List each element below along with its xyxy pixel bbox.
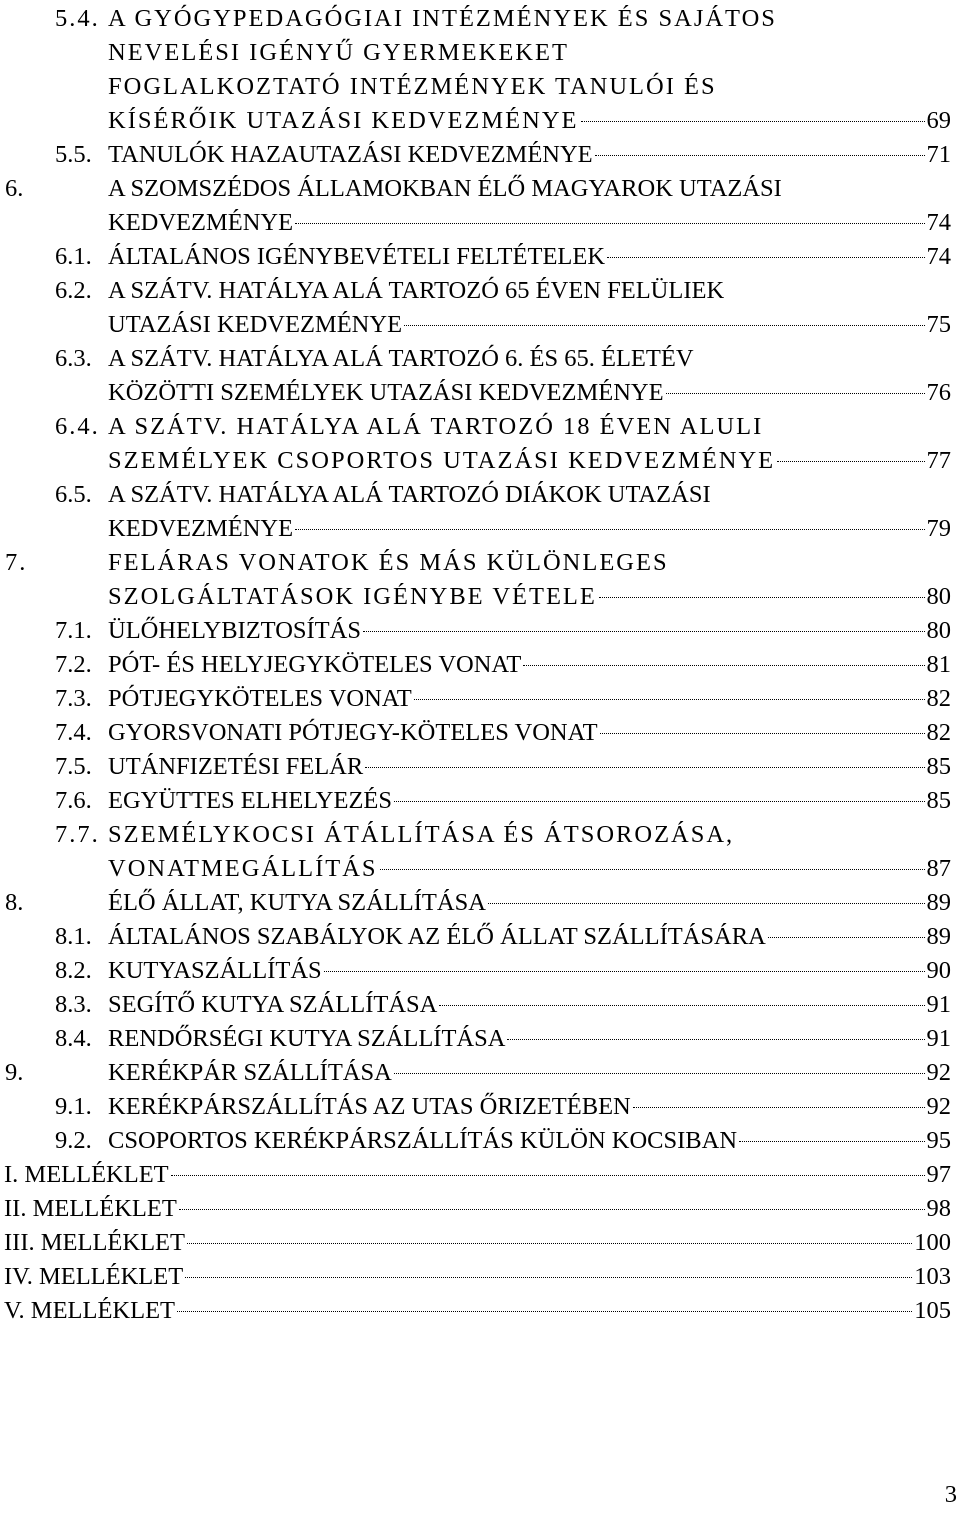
toc-entry-page: 87 bbox=[926, 855, 951, 882]
toc-entry-title: ÜLŐHELYBIZTOSÍTÁS bbox=[108, 617, 361, 644]
dot-leader bbox=[488, 903, 925, 904]
dot-leader bbox=[739, 1141, 924, 1142]
toc-entry-line bbox=[108, 546, 669, 580]
toc-entry-number: 7.6. bbox=[55, 787, 92, 814]
toc-entry-line bbox=[108, 104, 951, 138]
toc-entry-line bbox=[108, 240, 951, 274]
toc-entry-title: EGYÜTTES ELHELYEZÉS bbox=[108, 787, 393, 814]
toc-entry-title: I. MELLÉKLET bbox=[4, 1161, 169, 1188]
toc-entry-title: PÓT- ÉS HELYJEGYKÖTELES VONAT bbox=[108, 651, 522, 678]
toc-entry-line bbox=[4, 1294, 951, 1328]
toc-entry-title: KEDVEZMÉNYE bbox=[108, 515, 294, 542]
dot-leader bbox=[404, 325, 924, 326]
toc-entry-title: SZOLGÁLTATÁSOK IGÉNYBE VÉTELE bbox=[108, 583, 597, 610]
toc-entry-line bbox=[108, 580, 951, 614]
toc-entry-title: IV. MELLÉKLET bbox=[4, 1263, 184, 1290]
toc-entry-line bbox=[108, 716, 951, 750]
toc-entry-title: A SZÁTV. HATÁLYA ALÁ TARTOZÓ 6. ÉS 65. ÉLETÉV bbox=[108, 345, 694, 372]
toc-entry-page: 92 bbox=[926, 1059, 951, 1086]
toc-entry-line bbox=[108, 172, 782, 206]
dot-leader bbox=[179, 1209, 925, 1210]
toc-entry-number: 6.1. bbox=[55, 243, 92, 270]
toc-entry-line bbox=[108, 1124, 951, 1158]
toc-entry-title: KÍSÉRŐIK UTAZÁSI KEDVEZMÉNYE bbox=[108, 107, 579, 134]
dot-leader bbox=[633, 1107, 925, 1108]
toc-entry-page: 80 bbox=[926, 617, 951, 644]
toc-entry-title: A SZÁTV. HATÁLYA ALÁ TARTOZÓ DIÁKOK UTAZÁSI bbox=[108, 481, 711, 508]
toc-entry-page: 82 bbox=[926, 719, 951, 746]
toc-entry-page: 69 bbox=[926, 107, 951, 134]
toc-entry-line bbox=[108, 36, 569, 70]
toc-entry-line bbox=[108, 784, 951, 818]
toc-entry-line bbox=[108, 376, 951, 410]
toc-entry-number: 6. bbox=[5, 175, 24, 202]
dot-leader bbox=[599, 597, 925, 598]
toc-entry-line bbox=[108, 682, 951, 716]
dot-leader bbox=[666, 393, 925, 394]
toc-entry-page: 82 bbox=[926, 685, 951, 712]
toc-entry-title: TANULÓK HAZAUTAZÁSI KEDVEZMÉNYE bbox=[108, 141, 593, 168]
toc-entry-number: 5.5. bbox=[55, 141, 92, 168]
toc-entry-line bbox=[108, 444, 951, 478]
toc-entry-title: VONATMEGÁLLÍTÁS bbox=[108, 855, 378, 882]
toc-entry-page: 103 bbox=[914, 1263, 951, 1290]
toc-entry-page: 74 bbox=[926, 243, 951, 270]
toc-entry-page: 105 bbox=[914, 1297, 951, 1324]
dot-leader bbox=[600, 733, 925, 734]
toc-entry-number: 7.7. bbox=[55, 821, 100, 848]
toc-entry-title: ÉLŐ ÁLLAT, KUTYA SZÁLLÍTÁSA bbox=[108, 889, 486, 916]
toc-entry-title: III. MELLÉKLET bbox=[4, 1229, 185, 1256]
toc-entry-title: UTÁNFIZETÉSI FELÁR bbox=[108, 753, 364, 780]
dot-leader bbox=[324, 971, 925, 972]
toc-entry-page: 77 bbox=[926, 447, 951, 474]
toc-entry-title: SZEMÉLYKOCSI ÁTÁLLÍTÁSA ÉS ÁTSOROZÁSA, bbox=[108, 821, 735, 848]
dot-leader bbox=[380, 869, 925, 870]
toc-entry-title: II. MELLÉKLET bbox=[4, 1195, 177, 1222]
toc-entry-title: ÁLTALÁNOS IGÉNYBEVÉTELI FELTÉTELEK bbox=[108, 243, 606, 270]
toc-entry-line bbox=[108, 614, 951, 648]
toc-entry-page: 85 bbox=[926, 787, 951, 814]
toc-entry-page: 100 bbox=[914, 1229, 951, 1256]
dot-leader bbox=[187, 1243, 912, 1244]
toc-entry-number: 8.3. bbox=[55, 991, 92, 1018]
toc-entry-title: UTAZÁSI KEDVEZMÉNYE bbox=[108, 311, 403, 338]
toc-entry-line bbox=[108, 818, 734, 852]
toc-entry-number: 5.4. bbox=[55, 5, 100, 32]
toc-entry-title: V. MELLÉKLET bbox=[4, 1297, 176, 1324]
toc-entry-title: KERÉKPÁR SZÁLLÍTÁSA bbox=[108, 1059, 392, 1086]
toc-entry-line bbox=[4, 1260, 951, 1294]
toc-entry-title: FOGLALKOZTATÓ INTÉZMÉNYEK TANULÓI ÉS bbox=[108, 73, 717, 100]
toc-entry-line bbox=[108, 648, 951, 682]
toc-entry-number: 7.3. bbox=[55, 685, 92, 712]
dot-leader bbox=[394, 801, 924, 802]
toc-entry-line bbox=[4, 1192, 951, 1226]
toc-entry-line bbox=[108, 1056, 951, 1090]
toc-entry-number: 6.5. bbox=[55, 481, 92, 508]
toc-entry-page: 92 bbox=[926, 1093, 951, 1120]
dot-leader bbox=[171, 1175, 925, 1176]
toc-entry-title: A GYÓGYPEDAGÓGIAI INTÉZMÉNYEK ÉS SAJÁTOS bbox=[108, 5, 777, 32]
toc-entry-page: 71 bbox=[926, 141, 951, 168]
toc-entry-title: KEDVEZMÉNYE bbox=[108, 209, 294, 236]
toc-entry-title: A SZÁTV. HATÁLYA ALÁ TARTOZÓ 18 ÉVEN ALULI bbox=[108, 413, 764, 440]
toc-entry-line bbox=[108, 70, 717, 104]
toc-entry-number: 9.2. bbox=[55, 1127, 92, 1154]
dot-leader bbox=[295, 223, 924, 224]
dot-leader bbox=[607, 257, 924, 258]
toc-entry-page: 76 bbox=[926, 379, 951, 406]
toc-entry-line bbox=[108, 988, 951, 1022]
page-number: 3 bbox=[944, 1481, 957, 1508]
toc-entry-number: 8. bbox=[5, 889, 24, 916]
toc-entry-line bbox=[108, 1090, 951, 1124]
toc-entry-line bbox=[108, 1022, 951, 1056]
toc-entry-number: 7.5. bbox=[55, 753, 92, 780]
dot-leader bbox=[365, 767, 924, 768]
dot-leader bbox=[177, 1311, 912, 1312]
toc-entry-page: 74 bbox=[926, 209, 951, 236]
toc-entry-line bbox=[108, 308, 951, 342]
toc-entry-page: 89 bbox=[926, 923, 951, 950]
toc-entry-line bbox=[108, 274, 724, 308]
toc-entry-title: SZEMÉLYEK CSOPORTOS UTAZÁSI KEDVEZMÉNYE bbox=[108, 447, 776, 474]
toc-entry-title: CSOPORTOS KERÉKPÁRSZÁLLÍTÁS KÜLÖN KOCSIBAN bbox=[108, 1127, 738, 1154]
dot-leader bbox=[394, 1073, 925, 1074]
dot-leader bbox=[523, 665, 924, 666]
toc-entry-page: 89 bbox=[926, 889, 951, 916]
toc-entry-line bbox=[108, 920, 951, 954]
toc-entry-page: 79 bbox=[926, 515, 951, 542]
toc-entry-title: RENDŐRSÉGI KUTYA SZÁLLÍTÁSA bbox=[108, 1025, 506, 1052]
toc-entry-title: SEGÍTŐ KUTYA SZÁLLÍTÁSA bbox=[108, 991, 438, 1018]
toc-entry-page: 85 bbox=[926, 753, 951, 780]
toc-entry-title: A SZOMSZÉDOS ÁLLAMOKBAN ÉLŐ MAGYAROK UTAZÁSI bbox=[108, 175, 782, 202]
dot-leader bbox=[295, 529, 924, 530]
toc-entry-title: PÓTJEGYKÖTELES VONAT bbox=[108, 685, 412, 712]
dot-leader bbox=[363, 631, 925, 632]
toc-entry-number: 8.4. bbox=[55, 1025, 92, 1052]
dot-leader bbox=[777, 461, 924, 462]
dot-leader bbox=[185, 1277, 912, 1278]
toc-entry-page: 91 bbox=[926, 991, 951, 1018]
dot-leader bbox=[581, 121, 925, 122]
toc-entry-line bbox=[108, 886, 951, 920]
toc-entry-line bbox=[108, 342, 694, 376]
dot-leader bbox=[768, 937, 925, 938]
toc-entry-title: GYORSVONATI PÓTJEGY-KÖTELES VONAT bbox=[108, 719, 598, 746]
toc-entry-page: 98 bbox=[926, 1195, 951, 1222]
toc-entry-title: ÁLTALÁNOS SZABÁLYOK AZ ÉLŐ ÁLLAT SZÁLLÍTÁSÁRA bbox=[108, 923, 766, 950]
toc-entry-page: 81 bbox=[926, 651, 951, 678]
toc-entry-title: KÖZÖTTI SZEMÉLYEK UTAZÁSI KEDVEZMÉNYE bbox=[108, 379, 664, 406]
toc-entry-title: KERÉKPÁRSZÁLLÍTÁS AZ UTAS ŐRIZETÉBEN bbox=[108, 1093, 631, 1120]
toc-entry-line bbox=[4, 1158, 951, 1192]
toc-entry-number: 6.4. bbox=[55, 413, 100, 440]
toc-entry-number: 7. bbox=[5, 549, 28, 576]
toc-entry-title: NEVELÉSI IGÉNYŰ GYERMEKEKET bbox=[108, 39, 569, 66]
toc-entry-number: 7.1. bbox=[55, 617, 92, 644]
toc-entry-number: 9.1. bbox=[55, 1093, 92, 1120]
toc-entry-line bbox=[108, 478, 711, 512]
toc-entry-line bbox=[108, 410, 763, 444]
toc-entry-title: KUTYASZÁLLÍTÁS bbox=[108, 957, 322, 984]
toc-entry-title: FELÁRAS VONATOK ÉS MÁS KÜLÖNLEGES bbox=[108, 549, 669, 576]
toc-entry-number: 7.2. bbox=[55, 651, 92, 678]
toc-entry-page: 75 bbox=[926, 311, 951, 338]
toc-entry-number: 8.1. bbox=[55, 923, 92, 950]
toc-entry-line bbox=[108, 954, 951, 988]
toc-entry-line bbox=[108, 852, 951, 886]
toc-entry-page: 80 bbox=[926, 583, 951, 610]
dot-leader bbox=[595, 155, 925, 156]
toc-entry-line bbox=[4, 1226, 951, 1260]
toc-entry-number: 7.4. bbox=[55, 719, 92, 746]
toc-entry-number: 9. bbox=[5, 1059, 24, 1086]
toc-entry-line bbox=[108, 512, 951, 546]
toc-entry-line bbox=[108, 138, 951, 172]
toc-entry-number: 8.2. bbox=[55, 957, 92, 984]
dot-leader bbox=[439, 1005, 924, 1006]
toc-entry-page: 90 bbox=[926, 957, 951, 984]
toc-entry-title: A SZÁTV. HATÁLYA ALÁ TARTOZÓ 65 ÉVEN FELÜLIEK bbox=[108, 277, 725, 304]
toc-entry-page: 91 bbox=[926, 1025, 951, 1052]
toc-entry-page: 97 bbox=[926, 1161, 951, 1188]
dot-leader bbox=[414, 699, 925, 700]
toc-entry-line bbox=[108, 2, 777, 36]
toc-entry-line bbox=[108, 206, 951, 240]
dot-leader bbox=[507, 1039, 924, 1040]
toc-entry-line bbox=[108, 750, 951, 784]
toc-entry-number: 6.3. bbox=[55, 345, 92, 372]
toc-entry-number: 6.2. bbox=[55, 277, 92, 304]
toc-entry-page: 95 bbox=[926, 1127, 951, 1154]
